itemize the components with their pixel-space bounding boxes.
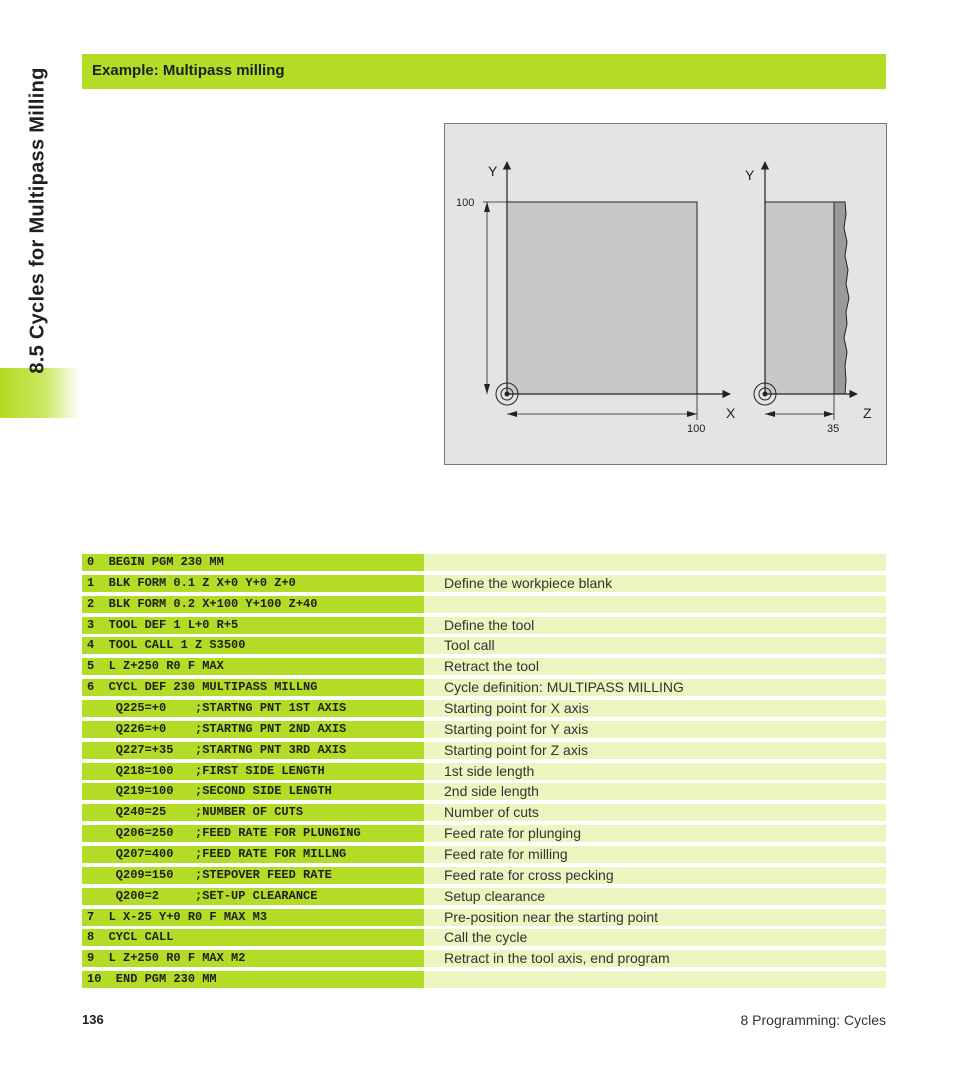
left-y-label: Y <box>488 163 498 179</box>
left-y-dim-arrow-top <box>484 202 490 212</box>
example-title: Example: Multipass milling <box>92 62 285 79</box>
program-row <box>82 888 886 905</box>
program-description-text: Pre-position near the starting point <box>444 908 659 925</box>
section-side-title <box>18 40 58 400</box>
program-row <box>82 742 886 759</box>
blank-side-cut-region <box>834 202 849 394</box>
program-description-cell <box>424 596 886 613</box>
program-code-cell <box>82 700 424 717</box>
program-row <box>82 846 886 863</box>
program-code-text: Q218=100 ;FIRST SIDE LENGTH <box>87 763 325 778</box>
program-description-cell <box>424 679 886 696</box>
program-code-cell <box>82 783 424 800</box>
program-description-cell <box>424 637 886 654</box>
program-row <box>82 575 886 592</box>
program-code-text: Q209=150 ;STEPOVER FEED RATE <box>87 867 332 882</box>
nc-program-listing <box>82 554 886 992</box>
program-description-text: Tool call <box>444 637 495 654</box>
right-z-dim-arrow-left <box>765 411 775 417</box>
program-row <box>82 971 886 988</box>
program-code-cell <box>82 596 424 613</box>
left-x-dim-arrow-left <box>507 411 517 417</box>
program-description-cell <box>424 846 886 863</box>
program-row <box>82 658 886 675</box>
program-description-text: Feed rate for plunging <box>444 825 581 842</box>
program-code-text: 10 END PGM 230 MM <box>87 972 217 987</box>
program-code-text: 9 L Z+250 R0 F MAX M2 <box>87 951 246 966</box>
program-description-text: Starting point for X axis <box>444 700 589 717</box>
program-description-text: 2nd side length <box>444 783 539 800</box>
program-code-cell <box>82 950 424 967</box>
program-row <box>82 721 886 738</box>
program-row <box>82 929 886 946</box>
program-code-cell <box>82 825 424 842</box>
right-z-label: Z <box>863 405 872 421</box>
program-description-cell <box>424 721 886 738</box>
program-row <box>82 637 886 654</box>
program-code-cell <box>82 804 424 821</box>
program-description-cell <box>424 929 886 946</box>
program-code-text: 1 BLK FORM 0.1 Z X+0 Y+0 Z+0 <box>87 575 296 590</box>
program-description-text: Feed rate for cross pecking <box>444 866 614 883</box>
left-x-tick-label: 100 <box>687 423 706 435</box>
right-z-tick-label: 35 <box>827 423 840 435</box>
program-description-cell <box>424 700 886 717</box>
program-row <box>82 763 886 780</box>
program-code-text: 4 TOOL CALL 1 Z S3500 <box>87 638 246 653</box>
program-code-cell <box>82 575 424 592</box>
chapter-footer: 8 Programming: Cycles <box>740 1012 886 1028</box>
program-code-cell <box>82 763 424 780</box>
program-code-text: 0 BEGIN PGM 230 MM <box>87 555 224 569</box>
program-code-cell <box>82 909 424 926</box>
program-description-text: Define the tool <box>444 616 535 633</box>
workpiece-drawing <box>445 124 886 464</box>
blank-side-view <box>765 202 834 394</box>
program-code-text: Q219=100 ;SECOND SIDE LENGTH <box>87 784 332 799</box>
program-row <box>82 867 886 884</box>
program-description-cell <box>424 825 886 842</box>
program-description-cell <box>424 909 886 926</box>
program-code-cell <box>82 742 424 759</box>
program-code-cell <box>82 846 424 863</box>
program-description-cell <box>424 763 886 780</box>
left-y-tick-label: 100 <box>456 197 475 209</box>
program-description-cell <box>424 971 886 988</box>
program-row <box>82 909 886 926</box>
program-code-cell <box>82 721 424 738</box>
program-description-cell <box>424 742 886 759</box>
program-row <box>82 700 886 717</box>
program-description-text: Starting point for Z axis <box>444 741 588 758</box>
program-code-text: Q226=+0 ;STARTNG PNT 2ND AXIS <box>87 721 347 736</box>
program-description-text: Retract in the tool axis, end program <box>444 950 670 967</box>
program-description-text: Starting point for Y axis <box>444 720 589 737</box>
program-description-cell <box>424 783 886 800</box>
program-code-text: Q225=+0 ;STARTNG PNT 1ST AXIS <box>87 701 347 716</box>
program-code-cell <box>82 888 424 905</box>
program-code-text: Q207=400 ;FEED RATE FOR MILLNG <box>87 847 347 862</box>
program-description-cell <box>424 617 886 634</box>
program-code-text: Q240=25 ;NUMBER OF CUTS <box>87 805 304 820</box>
program-code-cell <box>82 554 424 571</box>
section-side-title-text: 8.5 Cycles for Multipass Milling <box>26 66 49 374</box>
program-row <box>82 825 886 842</box>
left-y-dim-arrow-bottom <box>484 384 490 394</box>
program-description-text: Feed rate for milling <box>444 846 568 863</box>
program-description-text: Number of cuts <box>444 804 539 821</box>
program-description-text: Retract the tool <box>444 658 539 675</box>
program-row <box>82 804 886 821</box>
program-description-cell <box>424 804 886 821</box>
program-description-text: 1st side length <box>444 762 535 779</box>
program-code-text: 8 CYCL CALL <box>87 930 174 945</box>
blank-top-view <box>507 202 697 394</box>
program-row <box>82 679 886 696</box>
program-description-cell <box>424 575 886 592</box>
program-code-cell <box>82 617 424 634</box>
right-z-dim-arrow-right <box>824 411 834 417</box>
program-row <box>82 554 886 571</box>
program-description-text: Call the cycle <box>444 929 528 946</box>
program-code-text: 7 L X-25 Y+0 R0 F MAX M3 <box>87 909 268 924</box>
right-y-label: Y <box>745 167 755 183</box>
program-code-text: 3 TOOL DEF 1 L+0 R+5 <box>87 617 239 632</box>
program-code-text: Q206=250 ;FEED RATE FOR PLUNGING <box>87 826 361 841</box>
program-code-cell <box>82 679 424 696</box>
program-code-cell <box>82 971 424 988</box>
program-description-text: Setup clearance <box>444 887 546 904</box>
program-description-text: Define the workpiece blank <box>444 574 613 591</box>
program-description-text: Cycle definition: MULTIPASS MILLING <box>444 679 684 696</box>
program-row <box>82 617 886 634</box>
program-row <box>82 596 886 613</box>
program-code-cell <box>82 658 424 675</box>
program-description-cell <box>424 554 886 571</box>
workpiece-figure <box>444 123 887 465</box>
example-header <box>82 54 886 89</box>
program-description-cell <box>424 950 886 967</box>
program-code-text: 2 BLK FORM 0.2 X+100 Y+100 Z+40 <box>87 596 318 611</box>
program-code-text: Q200=2 ;SET-UP CLEARANCE <box>87 888 318 903</box>
program-code-text: 6 CYCL DEF 230 MULTIPASS MILLNG <box>87 680 318 695</box>
program-description-cell <box>424 867 886 884</box>
program-code-cell <box>82 929 424 946</box>
program-description-cell <box>424 888 886 905</box>
left-x-label: X <box>726 405 736 421</box>
program-description-cell <box>424 658 886 675</box>
program-row <box>82 783 886 800</box>
program-code-text: Q227=+35 ;STARTNG PNT 3RD AXIS <box>87 742 347 757</box>
left-x-dim-arrow-right <box>687 411 697 417</box>
program-code-cell <box>82 867 424 884</box>
program-row <box>82 950 886 967</box>
program-code-text: 5 L Z+250 R0 F MAX <box>87 659 224 674</box>
page-number: 136 <box>82 1012 104 1027</box>
program-code-cell <box>82 637 424 654</box>
